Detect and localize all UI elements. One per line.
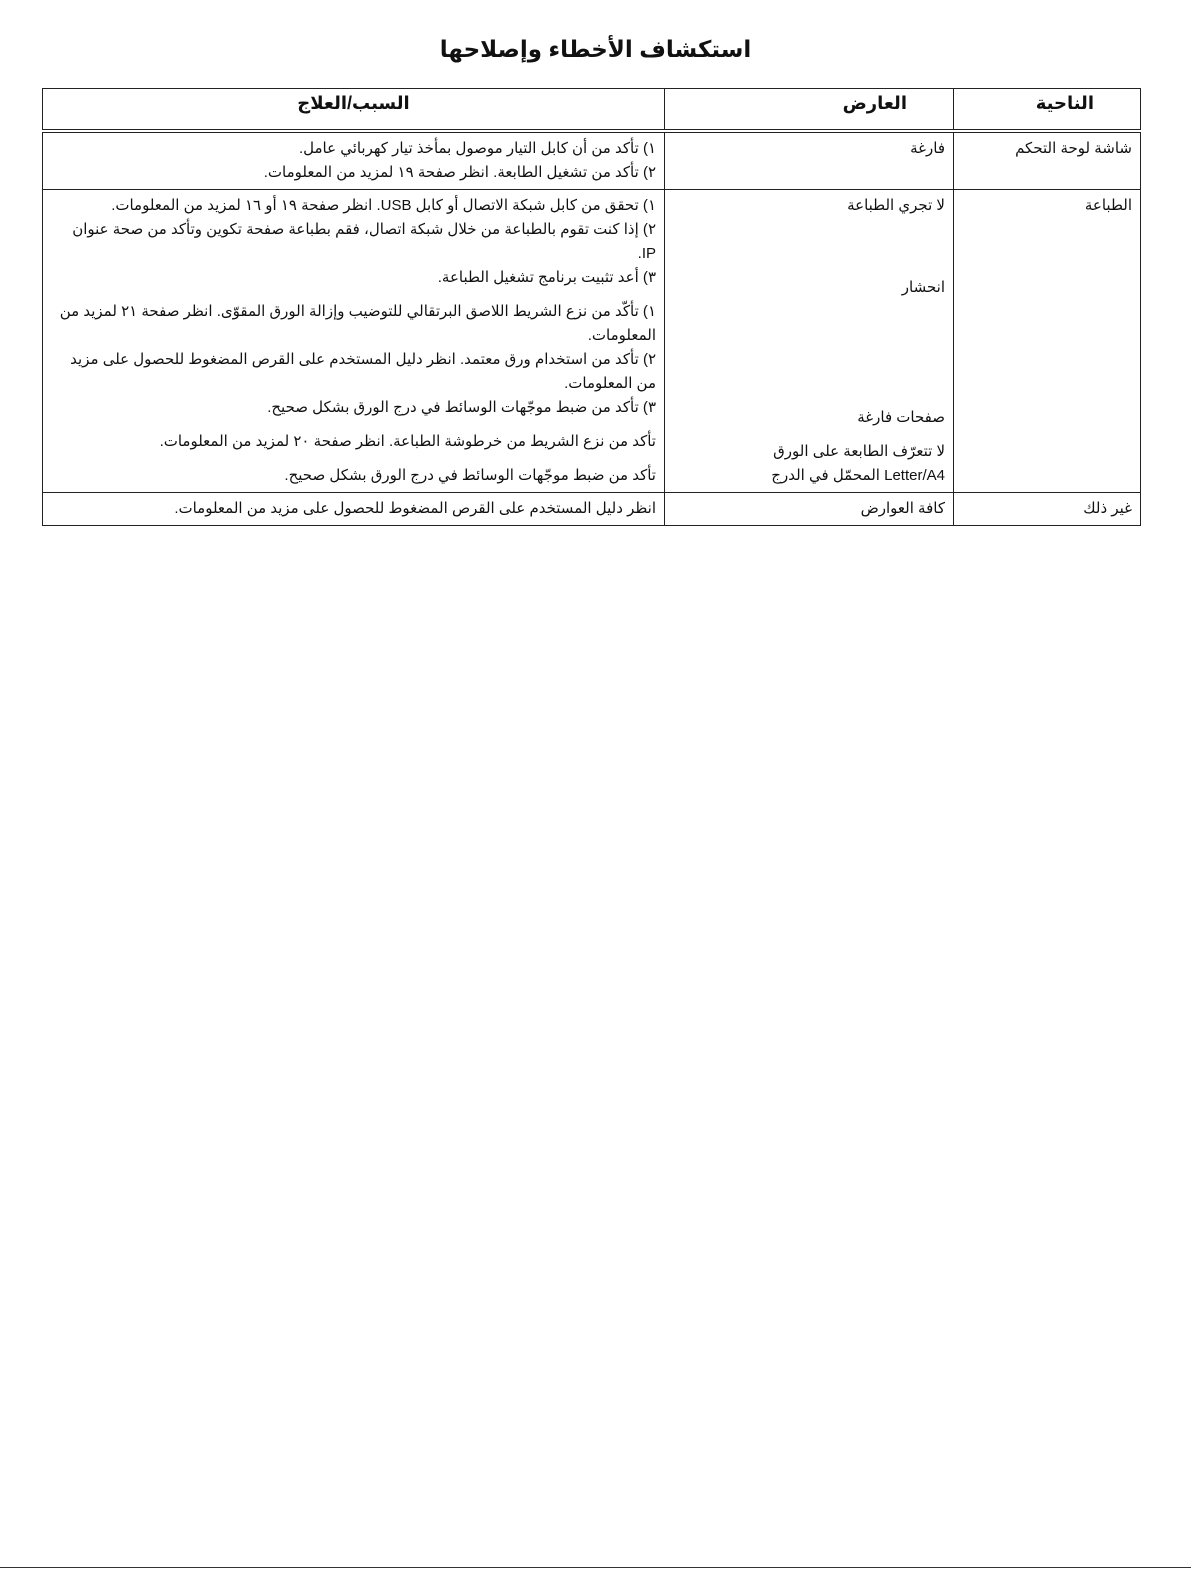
table-row [43, 493, 1141, 526]
cause-line: ٣) تأكد من ضبط موجّهات الوسائط في درج الورق بشكل صحيح. [267, 399, 656, 416]
symptom-text: انحشار [901, 279, 945, 296]
footer-rule [0, 1567, 1191, 1568]
symptom-text: لا تجري الطباعة [847, 197, 945, 214]
header-cause: السبب/العلاج [43, 89, 665, 132]
cause-line: ٢) تأكد من استخدام ورق معتمد. انظر دليل المستخدم على القرص المضغوط للحصول على مزيد من المعلومات. [70, 351, 656, 392]
cause-line: انظر دليل المستخدم على القرص المضغوط للحصول على مزيد من المعلومات. [174, 500, 656, 517]
cause-line: تأكد من ضبط موجّهات الوسائط في درج الورق بشكل صحيح. [284, 467, 656, 484]
cause-line: ٢) تأكد من تشغيل الطابعة. انظر صفحة ١٩ لمزيد من المعلومات. [263, 164, 656, 181]
cause-line: ١) تأكد من أن كابل التيار موصول بمأخذ تيار كهربائي عامل. [298, 140, 656, 157]
table-row [43, 190, 1141, 493]
cause-cell [43, 493, 665, 526]
symptom-text: فارغة [910, 140, 945, 157]
area-cell: شاشة لوحة التحكم [954, 131, 1141, 190]
header-symptom: العارض [665, 89, 954, 132]
table-header-row [43, 89, 1141, 132]
header-area: الناحية [954, 89, 1141, 132]
symptom-text: لا تتعرّف الطابعة على الورق Letter/A4 المحمّل في الدرج [771, 443, 945, 484]
symptom-cell [665, 131, 954, 190]
cause-line: ١) تأكّد من نزع الشريط اللاصق البرتقالي للتوضيب وإزالة الورق المقوّى. انظر صفحة ٢١ لمزيد من المعلومات. [59, 303, 656, 344]
area-cell: الطباعة [954, 190, 1141, 493]
cause-cell [43, 190, 665, 493]
troubleshooting-table [42, 88, 1141, 526]
cause-line: ١) تحقق من كابل شبكة الاتصال أو كابل USB. انظر صفحة ١٩ أو ١٦ لمزيد من المعلومات. [111, 197, 656, 214]
symptom-cell [665, 190, 954, 493]
cause-line: تأكد من نزع الشريط من خرطوشة الطباعة. انظر صفحة ٢٠ لمزيد من المعلومات. [159, 433, 656, 450]
symptom-cell [665, 493, 954, 526]
cause-line: ٢) إذا كنت تقوم بالطباعة من خلال شبكة اتصال، فقم بطباعة صفحة تكوين وتأكد من صحة عنوان IP. [72, 221, 656, 262]
table-row [43, 131, 1141, 190]
symptom-text: كافة العوارض [860, 500, 945, 517]
cause-line: ٣) أعد تثبيت برنامج تشغيل الطباعة. [437, 269, 656, 286]
page-title: استكشاف الأخطاء وإصلاحها [439, 36, 752, 62]
area-cell: غير ذلك [954, 493, 1141, 526]
cause-cell [43, 131, 665, 190]
symptom-text: صفحات فارغة [857, 409, 945, 426]
